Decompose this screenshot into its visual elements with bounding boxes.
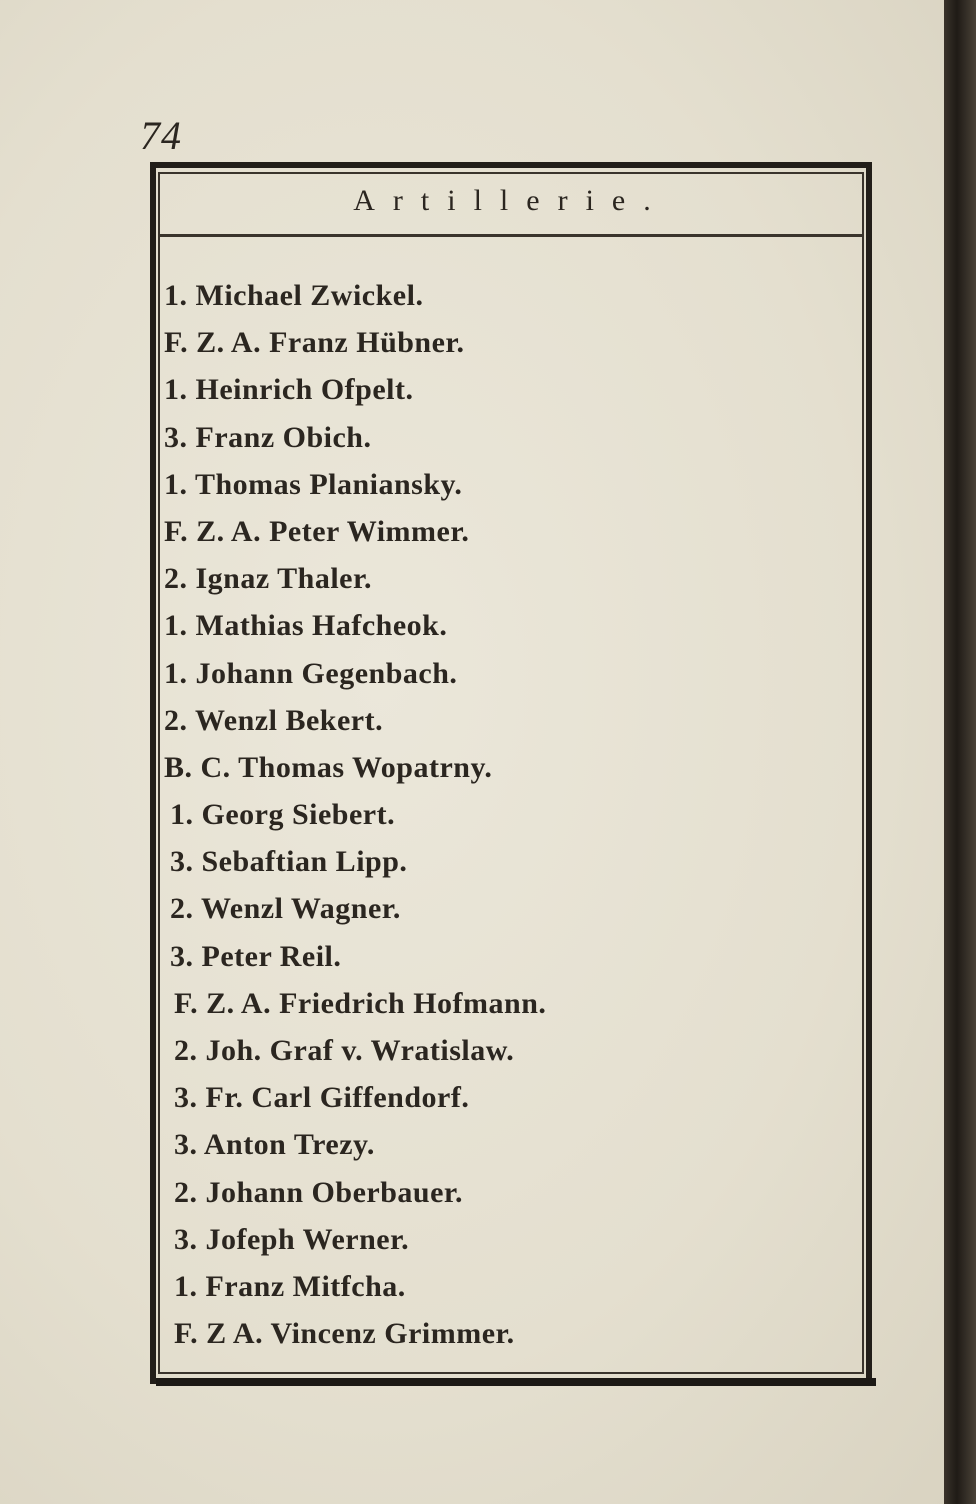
roster-entry: F. Z. A. Franz Hübner. xyxy=(164,326,465,360)
section-title: Artillerie. xyxy=(353,184,669,217)
header-divider xyxy=(160,234,862,237)
roster-entry: 1. Thomas Planiansky. xyxy=(164,467,463,501)
roster-list xyxy=(164,272,854,1357)
page-number: 74 xyxy=(140,113,182,158)
roster-entry: 3. Fr. Carl Giffendorf. xyxy=(174,1081,470,1115)
frame-bottom-rule xyxy=(156,1378,876,1386)
roster-entry: 1. Michael Zwickel. xyxy=(164,279,424,312)
roster-entry: 2. Joh. Graf v. Wratislaw. xyxy=(174,1034,515,1067)
roster-entry: 3. Peter Reil. xyxy=(170,939,342,973)
roster-entry: 1. Johann Gegenbach. xyxy=(164,656,458,690)
roster-entry: 3. Anton Trezy. xyxy=(174,1128,375,1162)
roster-entry: 3. Jofeph Werner. xyxy=(174,1222,410,1256)
roster-entry: B. C. Thomas Wopatrny. xyxy=(164,750,493,784)
roster-entry: 2. Johann Oberbauer. xyxy=(174,1175,463,1209)
roster-entry: F. Z. A. Peter Wimmer. xyxy=(164,514,470,548)
roster-entry: 2. Ignaz Thaler. xyxy=(164,562,373,596)
roster-entry: 2. Wenzl Bekert. xyxy=(164,703,384,737)
roster-entry: 2. Wenzl Wagner. xyxy=(170,892,401,926)
roster-entry: 3. Franz Obich. xyxy=(164,420,372,454)
roster-entry: 1. Mathias Hafcheok. xyxy=(164,609,448,643)
roster-entry: 1. Franz Mitfcha. xyxy=(174,1269,406,1303)
roster-entry: 3. Sebaftian Lipp. xyxy=(170,845,408,879)
roster-entry: F. Z. A. Friedrich Hofmann. xyxy=(174,986,547,1020)
roster-entry: 1. Heinrich Ofpelt. xyxy=(164,373,414,407)
facing-page-edge xyxy=(944,0,976,1504)
roster-entry: 1. Georg Siebert. xyxy=(170,798,396,832)
roster-entry: F. Z A. Vincenz Grimmer. xyxy=(174,1317,515,1351)
